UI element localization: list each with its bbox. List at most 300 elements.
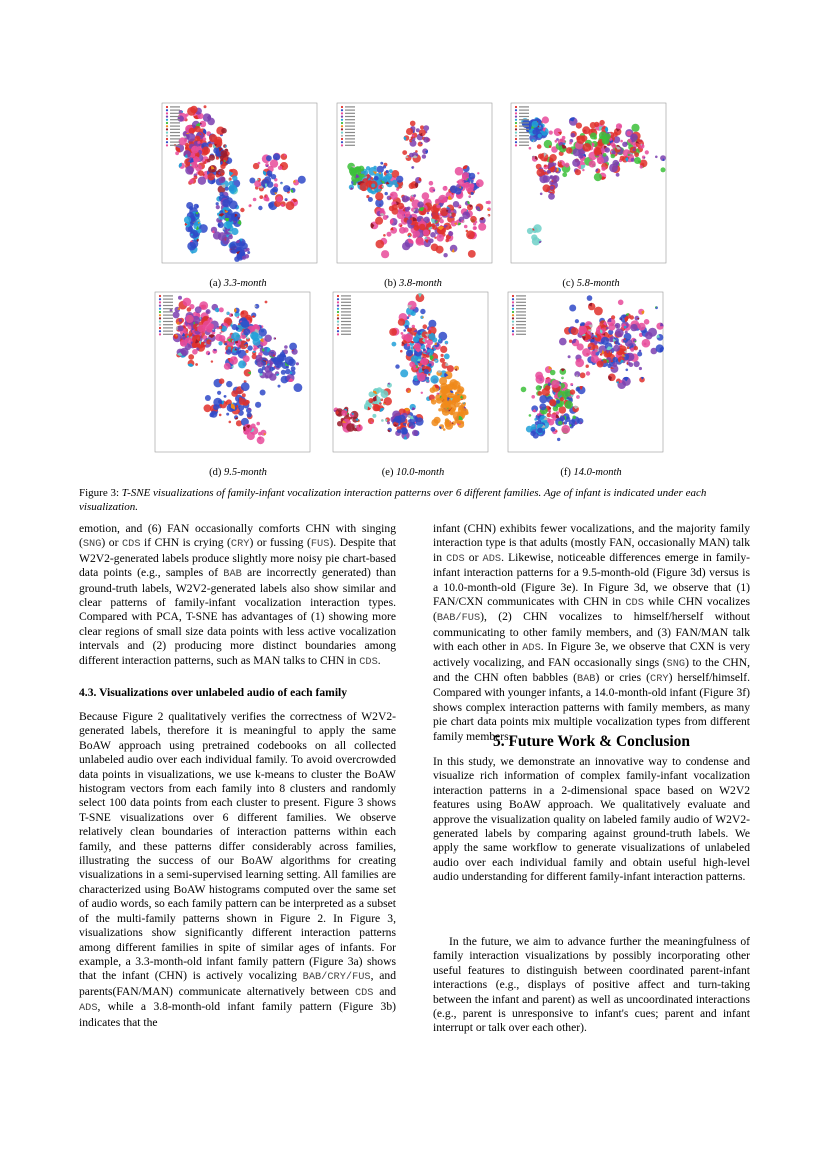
legend-marker [515,112,517,114]
scatter-point [423,137,429,143]
scatter-point [411,136,414,139]
scatter-point [375,217,383,225]
scatter-point [379,172,383,176]
scatter-point [631,124,639,132]
legend-label-stroke [163,302,173,303]
scatter-point [218,232,227,241]
tsne-panel-e [333,292,488,452]
scatter-point [206,309,211,314]
text-run: . Likewise, noticeable differences emerge in family-infant interaction patterns for a 9.5-month-old (Figure 3d) versus is a 10.0-month-old (Figure 3e). In Figure 3d, we observe that (1) FAN/CXN communicates with CHN in [433,550,750,609]
scatter-point [285,198,288,201]
legend-marker [337,327,339,329]
scatter-point [178,325,184,331]
scatter-point [561,425,570,434]
scatter-point [413,194,416,197]
scatter-point [634,152,639,157]
paragraph [433,522,750,744]
scatter-point [655,156,658,159]
scatter-point [226,381,232,387]
scatter-point [406,350,413,357]
scatter-point [570,389,575,394]
scatter-point [591,355,599,363]
scatter-point [415,416,418,419]
scatter-point [247,412,252,417]
legend-label-stroke [519,119,529,120]
left-column-para-1 [79,522,396,669]
scatter-point [431,223,435,227]
scatter-point [417,373,426,382]
legend-marker [512,298,514,300]
legend-label-stroke [163,305,173,306]
legend-marker [337,333,339,335]
tsne-scatter-c [511,103,666,263]
scatter-point [471,192,474,195]
scatter-point [372,404,379,411]
scatter-point [185,166,194,175]
scatter-point [191,251,193,253]
scatter-point [556,411,559,414]
scatter-point [639,367,642,370]
scatter-point [187,107,196,116]
scatter-point [197,154,200,157]
scatter-point [406,197,410,201]
scatter-point [231,390,238,397]
scatter-point [608,351,611,354]
scatter-point [449,226,452,229]
scatter-point [455,392,458,395]
subcaption-b [318,278,508,290]
legend-marker [159,301,161,303]
scatter-point [597,157,604,164]
scatter-point [538,154,543,159]
scatter-point [183,298,192,307]
scatter-point [538,134,542,138]
legend-label-stroke [516,295,526,296]
scatter-point [424,369,429,374]
scatter-point [428,320,436,328]
scatter-point [537,144,542,149]
scatter-point [578,153,584,159]
scatter-point [582,169,584,171]
scatter-point [444,354,450,360]
scatter-point [178,296,182,300]
legend-marker [337,311,339,313]
legend-marker [166,125,168,127]
scatter-point [429,239,434,244]
scatter-point [568,355,571,358]
text-run: ) to the CHN, and the CHN often babbles ( [433,655,750,685]
scatter-point [477,172,479,174]
label-code: CDS [446,552,465,565]
scatter-point [586,371,590,375]
subcaption-e [318,467,508,479]
scatter-point [241,382,250,391]
scatter-point [197,158,200,161]
scatter-point [188,354,194,360]
tsne-panel-f [508,292,663,452]
text-run: and [373,984,397,998]
scatter-point [203,161,206,164]
label-code: BAB [223,568,242,581]
scatter-point [571,133,576,138]
legend-label-stroke [170,119,180,120]
scatter-point [219,307,224,312]
scatter-point [594,122,599,127]
legend-label-stroke [519,110,529,111]
scatter-point [547,170,551,174]
scatter-point [447,365,454,372]
scatter-point [539,395,547,403]
subcaption-label: (d) [209,467,224,478]
scatter-point [411,425,415,429]
scatter-point [421,392,423,394]
scatter-point [537,428,543,434]
scatter-point [416,237,424,245]
scatter-point [270,159,278,167]
scatter-point [413,230,420,237]
scatter-point [423,230,429,236]
scatter-point [551,414,555,418]
scatter-point [206,325,213,332]
scatter-point [412,430,418,436]
legend-label-stroke [341,299,351,300]
scatter-point [422,154,426,158]
scatter-point [589,160,596,167]
scatter-point [197,325,204,332]
legend-label-stroke [519,129,529,130]
scatter-point [550,186,554,190]
scatter-point [401,344,404,347]
legend-marker [166,128,168,130]
subcaption-label: (a) [209,278,224,289]
text-run: or [464,550,483,564]
legend-marker [512,314,514,316]
scatter-point [392,180,397,185]
legend-marker [166,144,168,146]
scatter-point [478,223,486,231]
legend-label-stroke [519,113,529,114]
scatter-point [381,250,389,258]
scatter-point [260,390,266,396]
legend-marker [512,317,514,319]
scatter-point [383,234,386,237]
scatter-point [219,414,222,417]
scatter-point [247,251,250,254]
tsne-panel-d [155,292,310,452]
scatter-point [216,157,219,160]
scatter-point [430,232,436,238]
scatter-point [536,375,545,384]
scatter-point [605,147,610,152]
scatter-point [546,189,549,192]
tsne-panel-c [511,103,666,263]
subcaption-age: 14.0-month [573,467,622,478]
scatter-point [215,334,222,341]
legend-label-stroke [341,302,351,303]
scatter-point [441,409,445,413]
scatter-point [630,315,634,319]
scatter-point [194,126,200,132]
scatter-point [475,221,478,224]
paragraph [79,522,396,669]
scatter-point [240,208,244,212]
label-code: FUS [310,538,330,551]
scatter-point [205,159,208,162]
legend-label-stroke [163,327,173,328]
scatter-point [638,323,646,331]
scatter-point [207,118,215,126]
legend-marker [341,144,343,146]
scatter-point [256,422,260,426]
scatter-point [611,142,616,147]
legend-marker [341,116,343,118]
legend-marker [512,333,514,335]
legend-label-stroke [519,142,529,143]
scatter-point [451,213,456,218]
subcaption-a [143,278,333,290]
tsne-scatter-f [508,292,663,452]
legend-label-stroke [516,321,526,322]
legend-label-stroke [341,331,351,332]
text-run: . [377,653,381,667]
legend-label-stroke [163,334,173,335]
legend-marker [159,321,161,323]
scatter-point [203,137,206,140]
scatter-point [594,173,602,181]
figure-caption-prefix: Figure 3: [79,487,122,499]
text-run: ) or [101,536,122,550]
scatter-point [552,175,559,182]
legend-marker [515,119,517,121]
scatter-point [395,364,399,368]
scatter-point [603,360,607,364]
scatter-point [549,399,556,406]
scatter-point [406,128,413,135]
text-run: while CHN vocalizes ( [433,595,750,624]
scatter-point [353,182,356,185]
scatter-point [224,363,231,370]
scatter-point [210,411,217,418]
legend-marker [337,295,339,297]
scatter-point [427,223,432,228]
legend-marker [512,305,514,307]
section-heading-5: 5. Future Work & Conclusion [492,733,691,750]
legend-label-stroke [519,106,529,107]
legend-label-stroke [341,324,351,325]
scatter-point [458,405,464,411]
scatter-point [569,305,576,312]
scatter-point [468,250,476,258]
text-run: ) or fussing ( [249,536,311,550]
scatter-point [403,227,408,232]
scatter-point [417,201,423,207]
scatter-point [436,234,444,242]
scatter-point [265,301,268,304]
legend-label-stroke [516,331,526,332]
scatter-point [179,319,182,322]
scatter-point [640,165,643,168]
scatter-point [397,212,404,219]
legend-label-stroke [516,302,526,303]
scatter-point [426,380,429,383]
text-run: ) herself/himself. Compared with younger infants, a 14.0-month-old infant (Figure 3f) shows complex interaction patterns with family members, as many pie chart data points mix multiple vocalization types from different family members. [433,671,750,743]
legend-label-stroke [170,110,180,111]
scatter-point [582,322,585,325]
scatter-point [551,380,559,388]
scatter-point [346,423,355,432]
scatter-point [265,335,272,342]
scatter-point [559,338,567,346]
scatter-point [428,373,430,375]
legend-label-stroke [345,106,355,107]
scatter-point [629,362,634,367]
scatter-point [377,166,384,173]
scatter-point [441,354,444,357]
legend-marker [341,106,343,108]
legend-label-stroke [170,129,180,130]
subcaption-label: (c) [562,278,577,289]
legend-marker [337,330,339,332]
scatter-point [253,198,257,202]
legend-label-stroke [519,145,529,146]
legend-label-stroke [163,295,173,296]
scatter-point [601,167,605,171]
scatter-point [558,421,562,425]
pie-wedge [281,183,282,184]
scatter-point [216,205,220,209]
text-run: emotion, and (6) FAN occasionally comforts CHN with singing ( [79,522,396,550]
scatter-point [258,162,261,165]
legend-marker [337,317,339,319]
legend-marker [159,295,161,297]
scatter-point [531,395,535,399]
legend-marker [337,308,339,310]
scatter-point [529,414,532,417]
legend-marker [515,125,517,127]
scatter-point [630,324,637,331]
legend-label-stroke [170,135,180,136]
text-run: . In Figure 3e, we observe that CXN is very actively vocalizing, and FAN occasionally sings ( [433,640,750,669]
scatter-point [398,318,405,325]
scatter-point [550,370,556,376]
tsne-panel-b [337,103,492,263]
scatter-point [175,151,179,155]
scatter-point [400,369,408,377]
scatter-point [246,248,250,252]
scatter-point [286,201,295,210]
label-code: CDS [354,986,374,999]
legend-label-stroke [163,318,173,319]
scatter-point [400,350,403,353]
scatter-point [229,185,238,194]
scatter-point [423,348,426,351]
scatter-point [361,174,365,178]
scatter-point [208,173,215,180]
scatter-point [453,201,459,207]
scatter-point [209,134,217,142]
legend-label-stroke [341,327,351,328]
legend-label-stroke [519,135,529,136]
legend-marker [341,128,343,130]
scatter-point [458,385,461,388]
pie-wedge [387,430,389,432]
scatter-point [565,401,573,409]
legend-label-stroke [519,132,529,133]
scatter-point [540,193,543,196]
scatter-point [470,183,475,188]
scatter-point [258,368,263,373]
scatter-point [586,365,589,368]
scatter-point [566,147,573,154]
scatter-point [637,352,642,357]
pie-wedge [434,342,436,345]
legend-marker [337,321,339,323]
scatter-point [648,328,657,337]
legend-marker [166,135,168,137]
scatter-point [613,345,620,352]
scatter-point [209,155,215,161]
scatter-point [644,343,647,346]
scatter-point [537,413,540,416]
label-code: CDS [359,655,378,668]
scatter-point [198,170,204,176]
legend-label-stroke [516,299,526,300]
scatter-point [414,225,420,231]
scatter-point [368,197,373,202]
scatter-point [430,375,438,383]
scatter-point [381,390,389,398]
scatter-point [184,139,187,142]
legend-marker [341,109,343,111]
scatter-point [413,336,419,342]
scatter-point [431,399,437,405]
scatter-point [404,343,411,350]
scatter-point [368,167,377,176]
scatter-point [569,340,572,343]
legend-label-stroke [519,122,529,123]
legend-label-stroke [170,138,180,139]
legend-label-stroke [345,129,355,130]
legend-marker [515,132,517,134]
scatter-point [440,346,447,353]
legend-label-stroke [341,295,351,296]
scatter-point [620,140,623,143]
scatter-point [189,206,193,210]
scatter-point [415,150,418,153]
scatter-point [471,219,474,222]
scatter-point [410,121,416,127]
legend-marker [341,141,343,143]
scatter-point [220,404,223,407]
scatter-point [582,126,590,134]
scatter-point [549,145,552,148]
scatter-point [407,328,411,332]
scatter-point [376,240,385,249]
legend-label-stroke [341,318,351,319]
legend-marker [337,305,339,307]
scatter-point [251,424,256,429]
subcaption-label: (f) [560,467,574,478]
scatter-point [630,134,638,142]
legend-marker [515,109,517,111]
pie-wedge [240,310,244,314]
legend-marker [512,330,514,332]
scatter-point [457,388,464,395]
legend-label-stroke [516,318,526,319]
legend-label-stroke [345,145,355,146]
scatter-point [211,360,213,362]
scatter-point [239,398,246,405]
